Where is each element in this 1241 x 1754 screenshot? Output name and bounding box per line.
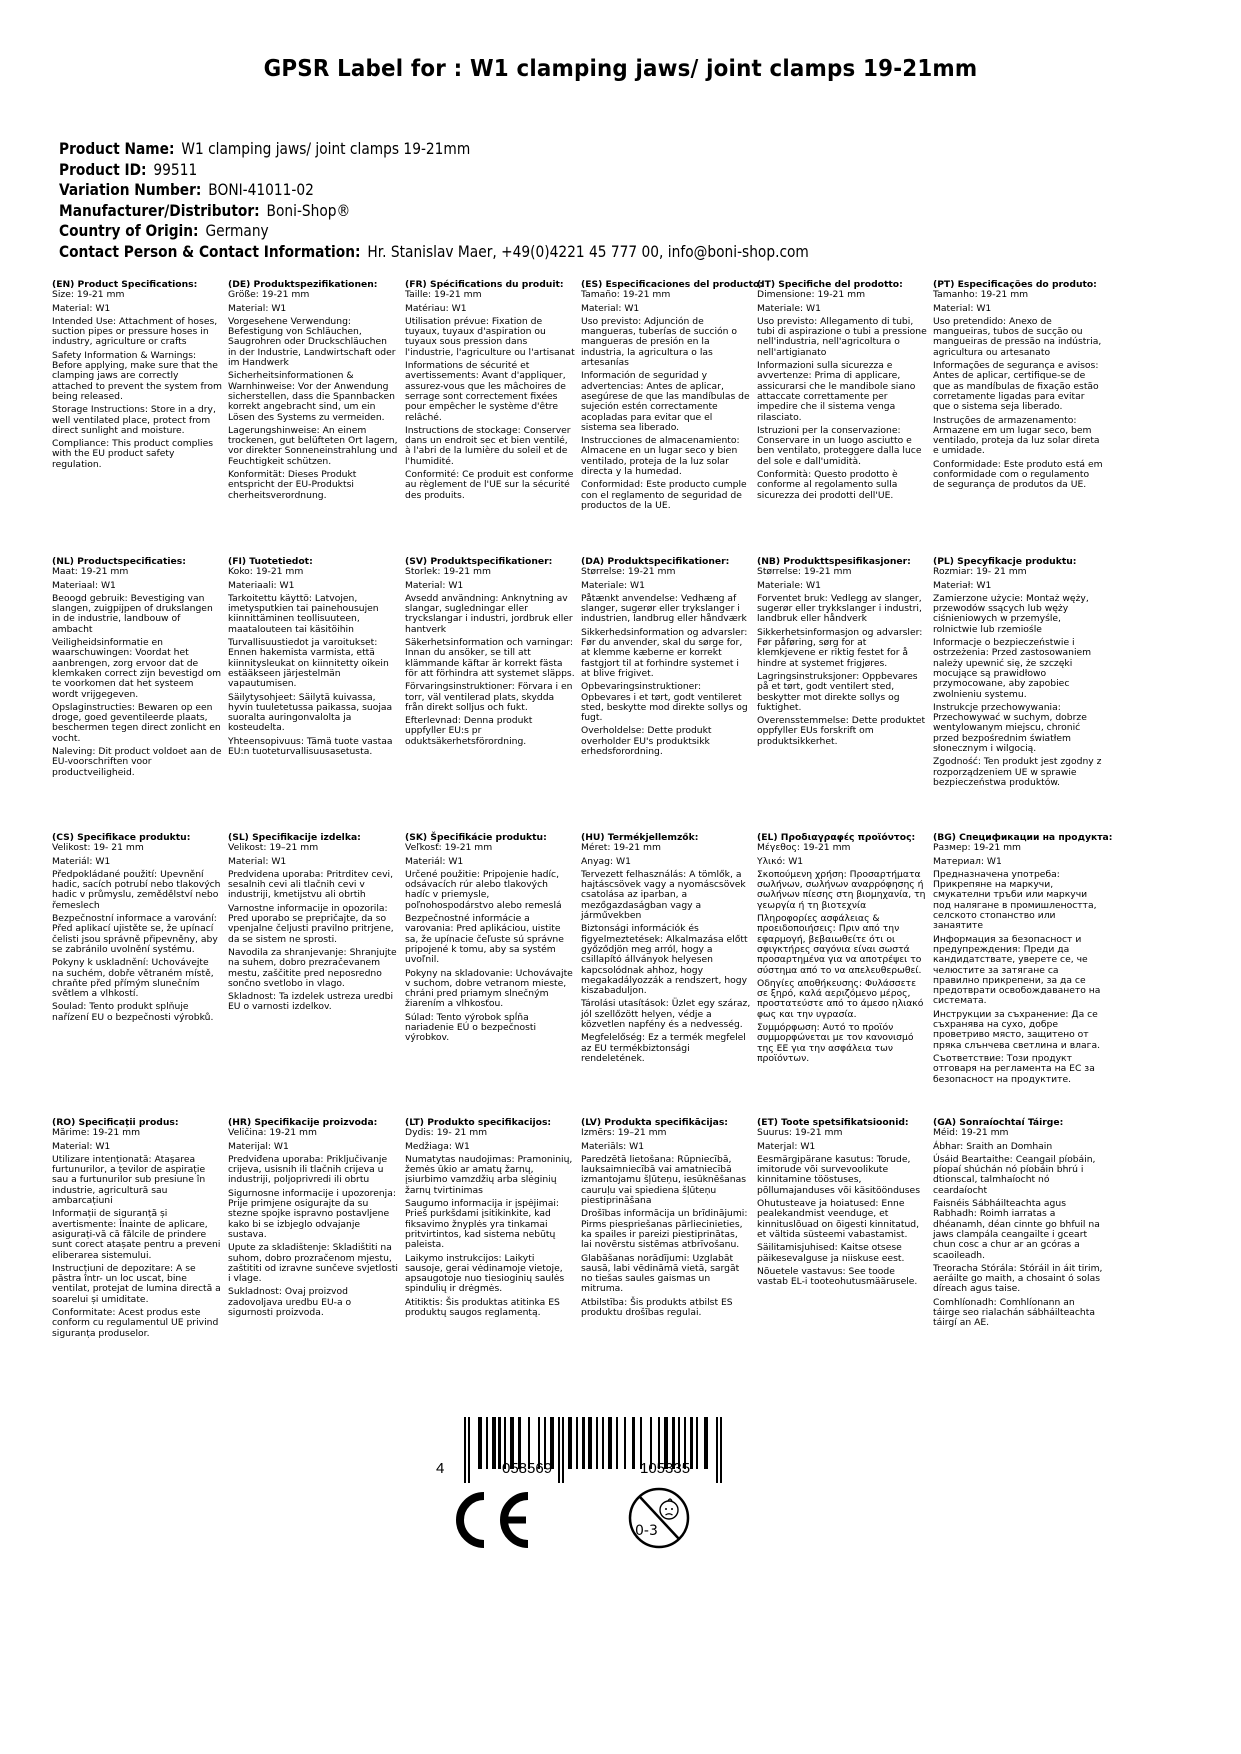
label: Product ID: (59, 159, 147, 179)
spec-compliance: Nõuetele vastavus: See toode vastab EL-i tooteohutusmäärusele. (757, 1265, 918, 1288)
spec-block (581, 279, 763, 514)
spec-compliance: Skladnost: Ta izdelek ustreza uredbi EU o varnosti izdelkov. (228, 991, 394, 1013)
spec-storage: Storage Instructions: Store in a dry, well ventilated place, protect from direct sunlight and moisture. (52, 404, 216, 436)
spec-storage: Instrucciones de almacenamiento: Almacene en un lugar seco y bien ventilado, proteja de la luz solar directa y la humedad. (581, 435, 740, 478)
spec-material: Material: W1 (228, 855, 287, 867)
spec-heading: (LV) Produkta specifikācijas: (581, 1117, 728, 1128)
spec-safety: Информация за безопасност и предупреждения: Преди да кандидатствате, уверете се, че челюстите за затягане са правилно прикрепени, за да се предотврати освобождаването на системата. (933, 933, 1101, 1007)
spec-use: Zamierzone użycie: Montaż węży, przewodów ssących lub węży ciśnieniowych w przemyśle, rolnictwie lub rzemiośle (933, 592, 1089, 635)
spec-heading: (RO) Specificații produs: (52, 1117, 179, 1128)
spec-storage: Upute za skladištenje: Skladištiti na suhom, dobro prozračenom mjestu, zaštititi od izravne sunčeve svjetlosti i vlage. (228, 1242, 398, 1285)
spec-block (228, 833, 398, 1016)
spec-safety: Sikkerhetsinformasjon og advarsler: Før påføring, sørg for at klemkjevene er riktig festet for å hindre at systemet frigjøres. (757, 626, 923, 669)
spec-heading: (GA) Sonraíochtaí Táirge: (933, 1117, 1064, 1128)
spec-size: Размер: 19-21 mm (933, 842, 1022, 854)
spec-use: Určené použitie: Pripojenie hadíc, odsávacích rúr alebo tlakových hadíc v priemysle, poľnohospodárstvo alebo remeslá (405, 868, 562, 911)
spec-use: Uso previsto: Adjunción de mangueras, tuberías de succión o mangueras de presión en la industria, la agricultura o las artesanías (581, 315, 737, 369)
spec-use: Predvidena uporaba: Pritrditev cevi, sesalnih cevi ali tlačnih cevi v industriji, kmetijstvu ali obrtih (228, 868, 393, 901)
spec-safety: Informations de sécurité et avertissements: Avant d'appliquer, assurez-vous que les mâchoires de serrage sont correctement fixées pour empêcher le système d'être relâché. (405, 360, 566, 423)
spec-heading: (EL) Προδιαγραφές προϊόντος: (757, 832, 916, 843)
spec-compliance: Conformité: Ce produit est conforme au règlement de l'UE sur la sécurité des produits. (405, 469, 574, 501)
country-of-origin-value: Germany (205, 221, 269, 240)
spec-storage: Förvaringsinstruktioner: Förvara i en torr, väl ventilerad plats, skydda från direkt solljus och fukt. (405, 681, 573, 713)
spec-use: Uso pretendido: Anexo de mangueiras, tubos de sucção ou mangueiras de pressão na indústria, agricultura ou artesanato (933, 315, 1102, 358)
age-range-label: 0-3 (635, 1523, 658, 1539)
contact-value: Hr. Stanislav Maer, +49(0)4221 45 777 00, info@boni-shop.com (367, 241, 809, 261)
spec-safety: Faisnéis Sábháilteachta agus Rabhadh: Roimh iarratas a dhéanamh, déan cinnte go bhfuil na jaws clampála ceangailte i gceart chun cosc a chur ar an gcóras a scaoileadh. (933, 1198, 1100, 1261)
spec-heading: (NL) Productspecificaties: (52, 556, 186, 567)
spec-heading: (FI) Tuotetiedot: (228, 556, 313, 567)
spec-use: Avsedd användning: Anknytning av slangar, sugledningar eller tryckslangar i industri, jordbruk eller hantverk (405, 592, 573, 635)
spec-compliance: Súlad: Tento výrobok spĺňa nariadenie EÚ o bezpečnosti výrobkov. (405, 1011, 537, 1044)
label: Country of Origin: (59, 221, 199, 240)
spec-safety: Informacje o bezpieczeństwie i ostrzeżenia: Przed zastosowaniem należy upewnić się, że szczęki mocujące są prawidłowo przymocowane, aby zapobiec zwolnieniu systemu. (933, 637, 1092, 700)
spec-use: Предназначена употреба: Прикрепяне на маркучи, смукателни тръби или маркучи под налягане в промишлеността, селското стопанство или занаятите (933, 868, 1097, 932)
spec-compliance: Sukladnost: Ovaj proizvod zadovoljava uredbu EU-a o sigurnosti proizvoda. (228, 1286, 352, 1319)
product-id-row (59, 160, 809, 181)
spec-use: Uso previsto: Allegamento di tubi, tubi di aspirazione o tubi a pressione nell'industria, nell'agricoltura o nell'artigianato (757, 315, 927, 358)
spec-material: Ábhar: Sraith an Domhain (933, 1140, 1053, 1152)
spec-material: Materiál: W1 (405, 855, 464, 867)
spec-storage: Lagringsinstruksjoner: Oppbevares på et tørt, godt ventilert sted, beskytter mot direkte sollys og fuktighet. (757, 670, 918, 713)
spec-block (52, 833, 222, 1026)
spec-safety: Sikkerhedsinformation og advarsler: Før du anvender, skal du sørge for, at klemme kæberne er korrekt fastgjort til at forhindre systemet i at blive frigivet. (581, 626, 748, 679)
spec-storage: Instrukcje przechowywania: Przechowywać w suchym, dobrze wentylowanym miejscu, chronić przed bezpośrednim światłem słonecznym i wilgocią. (933, 701, 1087, 755)
spec-use: Paredzētā lietošana: Rūpniecībā, lauksaimniecībā vai amatniecībā izmantojamu šļūteņu, iesūknēšanas cauruļu vai spiediena šļūteņu piestiprināšana (581, 1153, 747, 1207)
spec-storage: Säilytysohjeet: Säilytä kuivassa, hyvin tuuletetussa paikassa, suojaa suoralta auringonvalolta ja kosteudelta. (228, 691, 393, 734)
spec-material: Medžiaga: W1 (405, 1140, 470, 1152)
spec-storage: Treoracha Stórála: Stóráil in áit tirim, aeráilte go maith, a chosaint ó solas díreach agus taise. (933, 1262, 1103, 1295)
spec-compliance: Compliance: This product complies with the EU product safety regulation. (52, 438, 214, 470)
spec-block (581, 1118, 751, 1321)
spec-compliance: Συμμόρφωση: Αυτό το προϊόν συμμορφώνεται με τον κανονισμό της ΕΕ για την ασφάλεια των προϊόντων. (757, 1022, 914, 1064)
variation-number-value: BONI-41011-02 (208, 180, 314, 199)
spec-block (933, 832, 1113, 1088)
spec-size: Izmērs: 19–21 mm (581, 1127, 667, 1139)
spec-compliance: Soulad: Tento produkt splňuje nařízení EU o bezpečnosti výrobků. (52, 1001, 214, 1023)
spec-size: Tamaño: 19-21 mm (581, 289, 671, 301)
spec-compliance: Съответствие: Този продукт отговаря на регламента на ЕС за безопасност на продуктите. (933, 1052, 1095, 1085)
spec-safety: Informazioni sulla sicurezza e avvertenze: Prima di applicare, assicurarsi che le mandibole siano attaccate correttamente per impedire che il sistema venga rilasciato. (757, 360, 916, 423)
spec-block (52, 557, 222, 781)
spec-storage: Istruzioni per la conservazione: Conservare in un luogo asciutto e ben ventilato, proteggere dalla luce del sole e dall'umidità. (757, 424, 922, 467)
spec-heading: (DA) Produktspecifikationer: (581, 556, 730, 567)
spec-heading: (LT) Produkto specifikacijos: (405, 1117, 552, 1128)
spec-use: Tervezett felhasználás: A tömlők, a hajtáscsövek vagy a nyomáscsövek csatolása az iparban, a mezőgazdaságban vagy a járművekben (581, 868, 746, 922)
spec-heading: (BG) Спецификации на продукта: (933, 832, 1113, 843)
spec-size: Μέγεθος: 19-21 mm (757, 842, 851, 854)
spec-compliance: Conformidad: Este producto cumple con el reglamento de seguridad de productos de la UE. (581, 479, 747, 511)
spec-storage: Инструкции за съхранение: Да се съхранява на сухо, добре проветриво място, защитено от пряка слънчева светлина и влага. (933, 1008, 1100, 1051)
spec-block (933, 557, 1103, 791)
spec-safety: Drošības informācija un brīdinājumi: Pirms piespriešanas pārliecinieties, ka spailes ir pareizi piestiprinātas, lai novērstu sistēmas atbrīvošanu. (581, 1208, 748, 1251)
spec-compliance: Konformität: Dieses Produkt entspricht der EU-Produktsi cherheitsverordnung. (228, 469, 357, 501)
spec-compliance: Atbilstība: Šis produkts atbilst ES produktu drošības regulai. (581, 1296, 733, 1319)
spec-storage: Opbevaringsinstruktioner: Opbevares i et tørt, godt ventileret sted, beskytte mod direkte sollys og fugt. (581, 681, 748, 724)
spec-safety: Turvallisuustiedot ja varoitukset: Ennen hakemista varmista, että kiinnitysleukat on kiinnitetty oikein estääkseen järjestelmän vapautumisen. (228, 637, 389, 690)
spec-heading: (DE) Produktspezifikationen: (228, 279, 378, 290)
spec-material: Materiaal: W1 (52, 579, 116, 591)
spec-safety: Información de seguridad y advertencias: Antes de aplicar, asegúrese de que las mandíbulas de sujeción estén correctamente acopladas para evitar que el sistema sea liberado. (581, 370, 750, 433)
spec-heading: (FR) Spécifications du produit: (405, 279, 564, 290)
spec-heading: (ES) Especificaciones del producto: (581, 279, 763, 290)
spec-heading: (EN) Product Specifications: (52, 279, 198, 290)
spec-size: Taille: 19-21 mm (405, 289, 482, 301)
spec-block (405, 280, 575, 504)
spec-heading: (PL) Specyfikacje produktu: (933, 556, 1077, 567)
spec-storage: Glabāšanas norādījumi: Uzglabāt sausā, labi vēdināmā vietā, sargāt no tiešas saules gaismas un mitruma. (581, 1252, 740, 1295)
spec-safety: Ohutusteave ja hoiatused: Enne pealekandmist veenduge, et kinnituslõuad on õigesti kinnitatud, et vältida süsteemi vabastamist. (757, 1198, 920, 1240)
spec-use: Předpokládané použití: Upevnění hadic, sacích potrubí nebo tlakových hadic v průmyslu, zemědělství nebo řemeslech (52, 868, 221, 911)
spec-heading: (HU) Termékjellemzők: (581, 832, 699, 843)
spec-safety: Veiligheidsinformatie en waarschuwingen: Voordat het aanbrengen, zorg ervoor dat de klemkaken correct zijn bevestigd om te voorkomen dat het systeem wordt vrijgegeven. (52, 637, 222, 700)
spec-use: Påtænkt anvendelse: Vedhæng af slanger, sugerør eller trykslanger i industrien, landbrug eller håndværk (581, 592, 747, 625)
contact-row (59, 242, 809, 263)
spec-heading: (NB) Produkttspesifikasjoner: (757, 556, 911, 567)
spec-safety: Safety Information & Warnings: Before applying, make sure that the clamping jaws are correctly attached to prevent the system from being released. (52, 349, 222, 402)
spec-use: Tarkoitettu käyttö: Latvojen, imetysputkien tai painehousujen kiinnittäminen teollisuuteen, maatalouteen tai käsitöihin (228, 592, 379, 635)
spec-compliance: Naleving: Dit product voldoet aan de EU-voorschriften voor productveiligheid. (52, 746, 222, 778)
spec-block (228, 1118, 398, 1321)
spec-safety: Saugumo informacija ir įspėjimai: Prieš purkšdami įsitikinkite, kad fiksavimo žnyplės yra tinkamai pritvirtintos, kad sistema nebūtų paleista. (405, 1198, 559, 1251)
spec-compliance: Overensstemmelse: Dette produktet oppfyller EUs forskrift om produktsikkerhet. (757, 715, 926, 747)
spec-compliance: Comhlíonadh: Comhlíonann an táirge seo rialachán sábháilteachta táirgí an AE. (933, 1296, 1095, 1329)
spec-storage: Instruções de armazenamento: Armazene em um lugar seco, bem ventilado, proteja da luz solar direta e umidade. (933, 414, 1100, 457)
spec-size: Velikost: 19–21 mm (228, 842, 319, 854)
spec-size: Maat: 19-21 mm (52, 566, 129, 578)
spec-material: Material: W1 (52, 1140, 111, 1152)
manufacturer-row (59, 201, 809, 222)
spec-block (405, 833, 575, 1047)
spec-size: Størrelse: 19-21 mm (581, 566, 676, 578)
spec-safety: Varnostne informacije in opozorila: Pred uporabo se prepričajte, da so vpenjalne čeljusti pravilno pritrjene, da se sistem ne sprosti. (228, 902, 394, 945)
spec-block (757, 557, 927, 750)
spec-material: Matériau: W1 (405, 302, 467, 314)
spec-storage: Οδηγίες αποθήκευσης: Φυλάσσετε σε ξηρό, καλά αεριζόμενο μέρος, προστατεύστε από το άμεσο ηλιακό φως και την υγρασία. (757, 977, 924, 1020)
spec-block (228, 280, 398, 504)
spec-compliance: Atitiktis: Šis produktas atitinka ES produktų saugos reglamentą. (405, 1296, 560, 1319)
spec-storage: Instructions de stockage: Conserver dans un endroit sec et bien ventilé, à l'abri de la lumière du soleil et de l'humidité. (405, 424, 571, 467)
spec-storage: Instrucțiuni de depozitare: A se păstra într- un loc uscat, bine ventilat, protejat de lumina directă a soarelui și umiditate. (52, 1262, 221, 1305)
variation-number-row (59, 180, 809, 201)
spec-storage: Säilitamisjuhised: Kaitse otsese päikesevalguse ja niiskuse eest. (757, 1242, 905, 1264)
spec-storage: Pokyny na skladovanie: Uchovávajte v suchom, dobre vetranom mieste, chráni pred priamym slnečným žiarením a vlhkosťou. (405, 967, 573, 1010)
spec-safety: Πληροφορίες ασφάλειας & προειδοποιήσεις: Πριν από την εφαρμογή, βεβαιωθείτε ότι οι σφιγκτήρες σαγόνια είναι σωστά προσαρτημένα για να αποτρέψει το σύστημα από το να απελευθερωθεί. (757, 913, 922, 976)
spec-material: Materiāls: W1 (581, 1140, 645, 1152)
spec-size: Velikost: 19- 21 mm (52, 842, 144, 854)
not-for-children-0-3-icon (627, 1486, 691, 1550)
spec-use: Utilizare intenționată: Atașarea furtunurilor, a țevilor de aspirație sau a furtunurilor sub presiune în industrie, agricultură sau ambarcațiuni (52, 1153, 206, 1207)
label: Contact Person & Contact Information: (59, 241, 361, 261)
spec-heading: (HR) Specifikacije proizvoda: (228, 1117, 378, 1128)
spec-size: Tamanho: 19-21 mm (933, 289, 1029, 301)
spec-use: Intended Use: Attachment of hoses, suction pipes or pressure hoses in industry, agriculture or crafts (52, 315, 218, 348)
spec-safety: Säkerhetsinformation och varningar: Innan du ansöker, se till att klämmande käftar är korrekt fästa för att förhindra att systemet släpps. (405, 637, 575, 679)
spec-storage: Pokyny k uskladnění: Uchovávejte na suchém, dobře větraném místě, chraňte před přímým slunečním světlem a vlhkostí. (52, 957, 214, 1000)
spec-heading: (SK) Špecifikácie produktu: (405, 832, 547, 843)
spec-block (405, 557, 575, 750)
spec-use: Vorgesehene Verwendung: Befestigung von Schläuchen, Saugrohren oder Druckschläuchen in der Industrie, Landwirtschaft oder im Handwerk (228, 315, 396, 369)
spec-material: Materiał: W1 (933, 579, 992, 591)
product-name-row (59, 139, 809, 160)
spec-heading: (SV) Produktspecifikationer: (405, 556, 553, 567)
spec-material: Υλικό: W1 (757, 855, 804, 867)
spec-heading: (PT) Especificações do produto: (933, 279, 1097, 290)
spec-compliance: Efterlevnad: Denna produkt uppfyller EU:s pr oduktsäkerhetsförordning. (405, 715, 533, 747)
spec-heading: (CS) Specifikace produktu: (52, 832, 191, 843)
spec-use: Úsáid Beartaithe: Ceangail píobáin, píopaí shúchán nó píobáin bhrú i dtionscal, talmhaíocht nó ceardaíocht (933, 1153, 1096, 1196)
spec-size: Dydis: 19- 21 mm (405, 1127, 488, 1139)
spec-safety: Informações de segurança e avisos: Antes de aplicar, certifique-se de que as mandíbulas de fixação estão corretamente ligadas para evitar que o sistema seja liberado. (933, 360, 1099, 413)
spec-safety: Sicherheitsinformationen & Warnhinweise: Vor der Anwendung sicherstellen, dass die Spannbacken korrekt angebracht sind, um ein Lösen des Systems zu vermeiden. (228, 370, 395, 423)
spec-material: Materiaali: W1 (228, 579, 295, 591)
spec-material: Materijal: W1 (228, 1140, 289, 1152)
spec-heading: (ET) Toote spetsifikatsioonid: (757, 1117, 909, 1128)
spec-heading: (IT) Specifiche del prodotto: (757, 279, 903, 290)
spec-compliance: Yhteensopivuus: Tämä tuote vastaa EU:n tuoteturvallisuusasetusta. (228, 735, 393, 758)
spec-material: Material: W1 (405, 579, 464, 591)
spec-material: Material: W1 (228, 302, 287, 314)
spec-compliance: Conformitate: Acest produs este conform cu regulamentul UE privind siguranța produselor. (52, 1307, 219, 1339)
spec-compliance: Conformidade: Este produto está em conformidade com o regulamento de segurança de produtos da UE. (933, 458, 1103, 491)
spec-material: Material: W1 (52, 302, 111, 314)
spec-block (933, 1118, 1103, 1332)
country-of-origin-row (59, 221, 809, 242)
manufacturer-value: Boni-Shop® (266, 200, 351, 220)
spec-safety: Informații de siguranță și avertismente: Înainte de aplicare, asigurați-vă că fălcile de prindere sunt corect atașate pentru a preveni eliberarea sistemului. (52, 1208, 221, 1261)
product-info (59, 139, 809, 262)
spec-heading: (SL) Specifikacije izdelka: (228, 832, 361, 843)
spec-size: Storlek: 19-21 mm (405, 566, 491, 578)
barcode (440, 1413, 760, 1483)
spec-safety: Bezpečnostné informácie a varovania: Pred aplikáciou, uistite sa, že upínacie čeľuste sú správne pripojené k tomu, aby sa systém uvoľnil. (405, 913, 564, 966)
spec-storage: Opslaginstructies: Bewaren op een droge, goed geventileerde plaats, beschermen tegen direct zonlicht en vocht. (52, 701, 221, 744)
spec-storage: Laikymo instrukcijos: Laikyti sausoje, gerai vėdinamoje vietoje, apsaugotoje nuo tiesioginių saulės spindulių ir drėgmės. (405, 1252, 565, 1295)
spec-storage: Tárolási utasítások: Üzlet egy száraz, jól szellőzött helyen, védje a közvetlen napfény és a nedvesség. (581, 998, 751, 1031)
spec-material: Anyag: W1 (581, 855, 631, 867)
spec-compliance: Megfelelőség: Ez a termék megfelel az EU termékbiztonsági rendeletének. (581, 1032, 746, 1064)
spec-block (757, 833, 927, 1067)
barcode-first-digit: 4 (436, 1460, 445, 1477)
spec-size: Veličina: 19-21 mm (228, 1127, 317, 1139)
spec-safety: Bezpečnostní informace a varování: Před aplikací ujistěte se, že upínací čelisti jsou správně připevněny, aby se zabránilo uvolnění systému. (52, 913, 218, 955)
spec-size: Veľkosť: 19-21 mm (405, 842, 493, 854)
spec-block (581, 833, 751, 1067)
label: Manufacturer/Distributor: (59, 200, 260, 220)
spec-size: Mărime: 19-21 mm (52, 1127, 141, 1139)
barcode-left-group: 058569 (502, 1460, 553, 1477)
spec-size: Dimensione: 19-21 mm (757, 289, 866, 301)
spec-compliance: Conformità: Questo prodotto è conforme al regolamento sulla sicurezza dei prodotti dell'UE. (757, 469, 898, 501)
spec-material: Materiale: W1 (581, 579, 645, 591)
spec-material: Materiale: W1 (757, 579, 821, 591)
spec-compliance: Overholdelse: Dette produkt overholder EU's produktsikk erhedsforordning. (581, 725, 712, 758)
spec-block (228, 557, 398, 760)
spec-block (757, 1118, 927, 1290)
barcode-right-group: 105335 (640, 1460, 691, 1477)
label: Variation Number: (59, 180, 202, 199)
page-title: GPSR Label for : W1 clamping jaws/ joint clamps 19-21mm (263, 56, 978, 82)
spec-material: Materjal: W1 (757, 1140, 816, 1152)
spec-use: Numatytas naudojimas: Pramoninių, žemės ūkio ar amatų žarnų, įsiurbimo vamzdžių arba slėginių žarnų tvirtinimas (405, 1153, 573, 1196)
spec-material: Material: W1 (581, 302, 640, 314)
spec-material: Materiale: W1 (757, 302, 821, 314)
product-name-value: W1 clamping jaws/ joint clamps 19-21mm (181, 139, 471, 158)
spec-block (933, 280, 1103, 494)
spec-size: Size: 19-21 mm (52, 289, 125, 301)
spec-compliance: Zgodność: Ten produkt jest zgodny z rozporządzeniem UE w sprawie bezpieczeństwa produktów. (933, 756, 1102, 788)
spec-use: Σκοπούμενη χρήση: Προσαρτήματα σωλήνων, σωλήνων αναρρόφησης ή σωλήνων πίεσης στη βιομηχανία, τη γεωργία ή τη βιοτεχνία (757, 868, 926, 911)
spec-safety: Sigurnosne informacije i upozorenja: Prije primjene osigurajte da su stezne spojke ispravno postavljene kako bi se izbjeglo odvajanje sustava. (228, 1187, 396, 1240)
spec-size: Størrelse: 19-21 mm (757, 566, 852, 578)
spec-safety: Biztonsági információk és figyelmeztetések: Alkalmazása előtt győződjön meg arról, hogy a csillapító állványok helyesen kapcsolódnak ahhoz, hogy megakadályozzák a rendszert, hogy kiszabaduljon. (581, 923, 748, 997)
spec-use: Eesmärgipärane kasutus: Torude, imitorude või survevoolikute kinnitamine tööstuses, põllumajanduses või käsitöönduses (757, 1153, 920, 1196)
label: Product Name: (59, 139, 175, 158)
spec-size: Koko: 19-21 mm (228, 566, 304, 578)
spec-material: Material: W1 (933, 302, 992, 314)
spec-size: Méret: 19-21 mm (581, 842, 661, 854)
spec-storage: Lagerungshinweise: An einem trockenen, gut belüfteten Ort lagern, vor direkter Sonneneinstrahlung und Feuchtigkeit schützen. (228, 424, 398, 467)
spec-block (405, 1118, 575, 1321)
spec-material: Materiál: W1 (52, 855, 111, 867)
spec-size: Suurus: 19-21 mm (757, 1127, 843, 1139)
spec-material: Материал: W1 (933, 855, 1002, 867)
spec-size: Méid: 19-21 mm (933, 1127, 1009, 1139)
spec-block (52, 280, 222, 473)
ce-mark-icon (456, 1492, 536, 1548)
spec-block (52, 1118, 222, 1342)
spec-use: Beoogd gebruik: Bevestiging van slangen, zuigpijpen of drukslangen in de industrie, landbouw of ambacht (52, 592, 213, 635)
spec-size: Größe: 19-21 mm (228, 289, 310, 301)
spec-block (757, 280, 927, 504)
product-id-value: 99511 (153, 159, 198, 179)
spec-use: Forventet bruk: Vedlegg av slanger, sugerør eller trykkslanger i industri, landbruk eller håndverk (757, 592, 922, 625)
spec-use: Utilisation prévue: Fixation de tuyaux, tuyaux d'aspiration ou tuyaux sous pression dans l'industrie, l'agriculture ou l'artisanat (405, 315, 575, 358)
spec-size: Rozmiar: 19- 21 mm (933, 566, 1027, 578)
spec-block (581, 557, 751, 760)
spec-use: Predviđena uporaba: Priključivanje crijeva, usisnih ili tlačnih crijeva u industriji, poljoprivredi ili obrtu (228, 1153, 388, 1186)
spec-storage: Navodila za shranjevanje: Shranjujte na suhem, dobro prezračevanem mestu, zaščitite pred neposredno sončno svetlobo in vlago. (228, 946, 397, 989)
